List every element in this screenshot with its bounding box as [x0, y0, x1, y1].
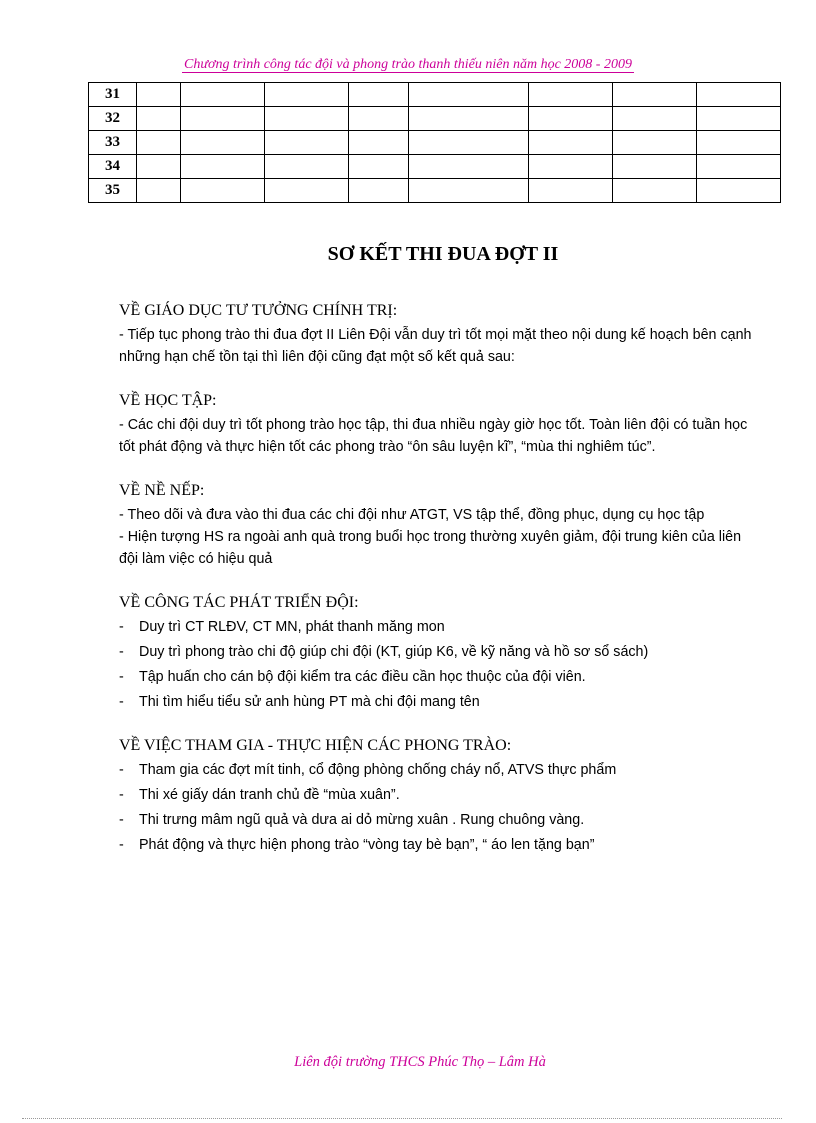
report-section — [119, 480, 759, 570]
table-cell — [529, 131, 613, 155]
table-cell — [529, 83, 613, 107]
report-body — [119, 300, 759, 878]
table-cell — [697, 107, 781, 131]
table-cell — [265, 179, 349, 203]
table-cell — [349, 107, 409, 131]
page-header-text: Chương trình công tác đội và phong trào thanh thiếu niên năm học 2008 - 2009 — [184, 57, 632, 72]
table-cell — [529, 179, 613, 203]
table-cell — [349, 83, 409, 107]
table-cell — [697, 131, 781, 155]
table-cell — [181, 179, 265, 203]
table-cell — [613, 107, 697, 131]
report-section — [119, 592, 759, 713]
report-section — [119, 390, 759, 458]
page-header — [0, 57, 816, 73]
table-cell — [137, 107, 181, 131]
list-item: - Duy trì phong trào chi độ giúp chi đội (KT, giúp K6, về kỹ năng và hồ sơ sổ sách) — [119, 641, 759, 663]
table-cell — [265, 107, 349, 131]
footer-divider — [22, 1118, 782, 1119]
list-item: - Thi trưng mâm ngũ quả và dưa ai dỏ mừng xuân . Rung chuông vàng. — [119, 809, 759, 831]
list-item: - Phát động và thực hiện phong trào “vòng tay bè bạn”, “ áo len tặng bạn” — [119, 834, 759, 856]
table-cell — [529, 107, 613, 131]
table-row — [89, 107, 781, 131]
table-cell — [613, 131, 697, 155]
row-number-cell: 35 — [89, 179, 137, 203]
section-heading: VỀ NỀ NẾP: — [119, 482, 205, 499]
report-section — [119, 300, 759, 368]
table-cell — [409, 83, 529, 107]
table-row — [89, 83, 781, 107]
table-cell — [697, 179, 781, 203]
table-row — [89, 131, 781, 155]
page-footer: Liên đội trường THCS Phúc Thọ – Lâm Hà — [294, 1054, 546, 1070]
section-heading: VỀ CÔNG TÁC PHÁT TRIỂN ĐỘI: — [119, 594, 359, 611]
section-paragraph: - Các chi đội duy trì tốt phong trào học tập, thi đua nhiều ngày giờ học tốt. Toàn liên đội có tuần học tốt phát động và thực hiện tốt các phong trào “ôn sâu luyện kĩ”, “mùa thi nghiêm túc”. — [119, 417, 748, 455]
table-cell — [265, 155, 349, 179]
row-number-cell: 33 — [89, 131, 137, 155]
page-title: SƠ KẾT THI ĐUA ĐỢT II — [327, 243, 559, 265]
table-cell — [349, 131, 409, 155]
table-cell — [137, 83, 181, 107]
table-cell — [697, 155, 781, 179]
table-cell — [137, 131, 181, 155]
table-cell — [349, 155, 409, 179]
table-cell — [265, 83, 349, 107]
list-item: - Tập huấn cho cán bộ đội kiểm tra các điều cần học thuộc của đội viên. — [119, 666, 759, 688]
table-row — [89, 179, 781, 203]
bullet-list — [119, 759, 759, 856]
list-item: - Duy trì CT RLĐV, CT MN, phát thanh măng mon — [119, 616, 759, 638]
section-heading: VỀ VIỆC THAM GIA - THỰC HIỆN CÁC PHONG TRÀO: — [119, 737, 512, 754]
table-cell — [265, 131, 349, 155]
table-cell — [137, 179, 181, 203]
table-cell — [409, 155, 529, 179]
table-cell — [181, 83, 265, 107]
section-paragraph: - Tiếp tục phong trào thi đua đợt II Liên Đội vẫn duy trì tốt mọi mặt theo nội dung kế hoạch bên cạnh những hạn chế tồn tại thì liên đội cũng đạt một số kết quả sau: — [119, 327, 752, 365]
table-cell — [613, 83, 697, 107]
table-cell — [181, 155, 265, 179]
table-cell — [181, 131, 265, 155]
table-row — [89, 155, 781, 179]
list-item: - Thi tìm hiểu tiểu sử anh hùng PT mà chi đội mang tên — [119, 691, 759, 713]
section-paragraph: - Theo dõi và đưa vào thi đua các chi đội như ATGT, VS tập thể, đồng phục, dụng cụ học tập — [119, 507, 705, 523]
row-number-cell: 32 — [89, 107, 137, 131]
bullet-list — [119, 616, 759, 713]
section-heading: VỀ GIÁO DỤC TƯ TƯỞNG CHÍNH TRỊ: — [119, 302, 398, 319]
table-cell — [181, 107, 265, 131]
list-item: - Tham gia các đợt mít tinh, cổ động phòng chống cháy nổ, ATVS thực phẩm — [119, 759, 759, 781]
table-cell — [409, 131, 529, 155]
table-cell — [349, 179, 409, 203]
list-item: - Thi xé giấy dán tranh chủ đề “mùa xuân”. — [119, 784, 759, 806]
roster-table — [88, 82, 781, 203]
table-cell — [613, 179, 697, 203]
table-cell — [137, 155, 181, 179]
section-heading: VỀ HỌC TẬP: — [119, 392, 217, 409]
table-cell — [409, 107, 529, 131]
report-section — [119, 735, 759, 856]
row-number-cell: 31 — [89, 83, 137, 107]
section-paragraph: - Hiện tượng HS ra ngoài anh quà trong buổi học trong thường xuyên giảm, đội trung kiên của liên đội làm việc có hiệu quả — [119, 529, 742, 567]
table-cell — [613, 155, 697, 179]
table-cell — [529, 155, 613, 179]
table-cell — [409, 179, 529, 203]
table-cell — [697, 83, 781, 107]
row-number-cell: 34 — [89, 155, 137, 179]
